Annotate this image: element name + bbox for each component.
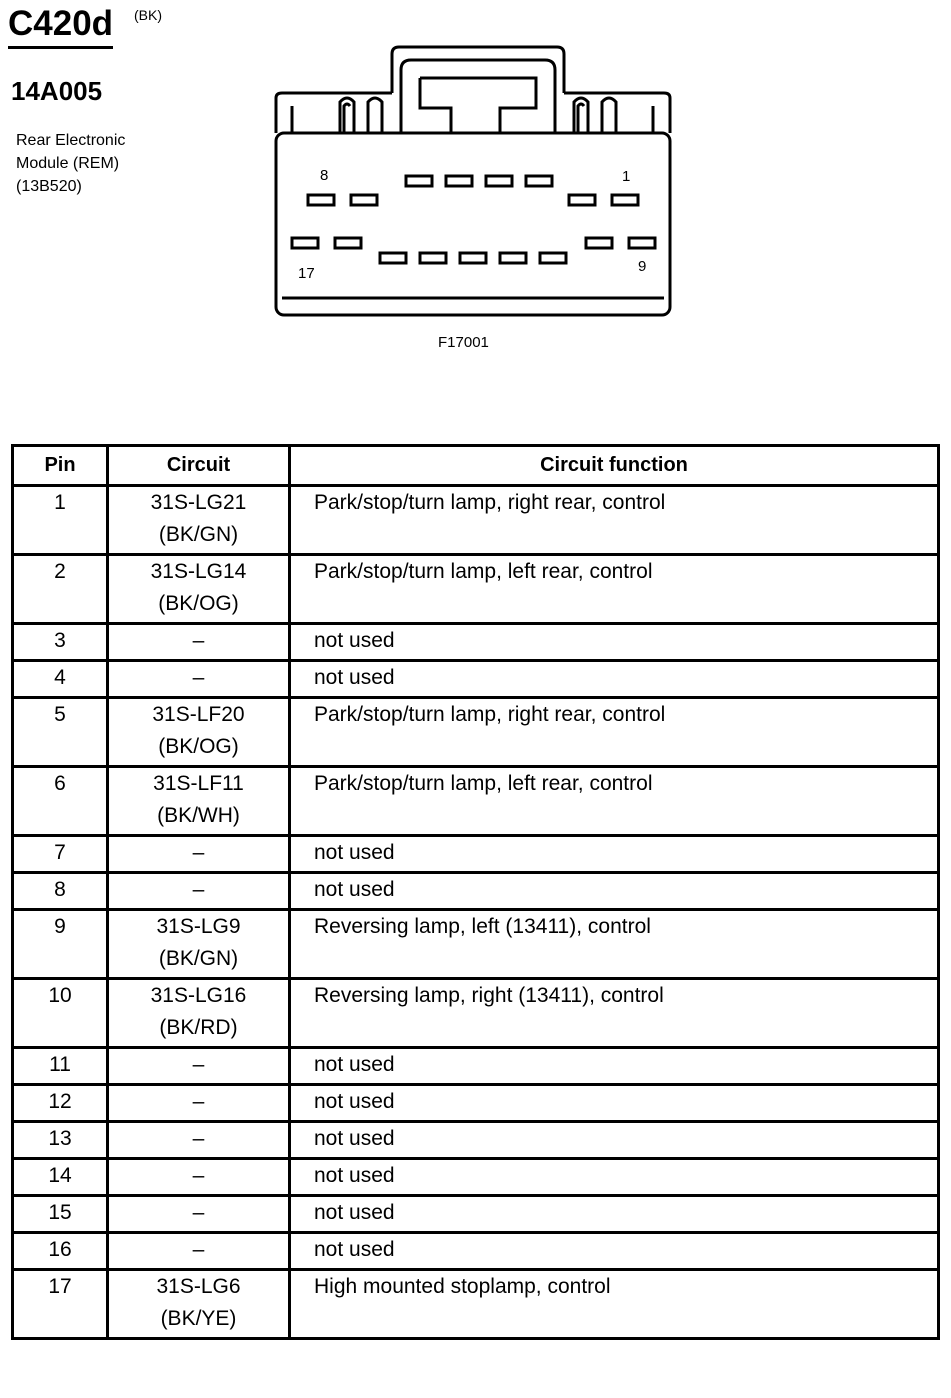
circuit-function: not used [290,836,939,873]
pin-number: 4 [13,661,108,698]
circuit-id: – [192,841,205,864]
circuit-function: Reversing lamp, right (13411), control [290,979,939,1048]
circuit-function: not used [290,1233,939,1270]
circuit-cell [108,1196,290,1233]
figure-reference: F17001 [438,334,489,351]
circuit-id: 31S-LF20 [152,703,245,726]
circuit-function: Park/stop/turn lamp, right rear, control [290,698,939,767]
header-circuit-function: Circuit function [290,446,939,486]
wire-color: (BK/GN) [158,523,239,546]
pin-number: 13 [13,1122,108,1159]
circuit-function: not used [290,624,939,661]
wire-color: (BK/WH) [157,804,240,827]
circuit-cell [108,661,290,698]
circuit-id: 31S-LG16 [150,984,247,1007]
wire-color: (BK/YE) [160,1307,237,1330]
header-pin: Pin [13,446,108,486]
circuit-cell [108,836,290,873]
pin-label-8: 8 [320,167,329,184]
table-row [13,1233,939,1270]
circuit-function: not used [290,873,939,910]
circuit-id: – [192,1164,205,1187]
circuit-cell [108,486,290,555]
pin-number: 6 [13,767,108,836]
pin-number: 3 [13,624,108,661]
pin-number: 10 [13,979,108,1048]
table-row [13,661,939,698]
pin-number: 16 [13,1233,108,1270]
module-desc-line: (13B520) [16,178,82,195]
circuit-function: not used [290,1122,939,1159]
pin-number: 8 [13,873,108,910]
circuit-function: not used [290,661,939,698]
circuit-function: High mounted stoplamp, control [290,1270,939,1339]
circuit-id: 31S-LF11 [153,772,244,795]
circuit-cell [108,1159,290,1196]
pin-label-9: 9 [638,258,647,275]
pin-number: 11 [13,1048,108,1085]
pin-number: 12 [13,1085,108,1122]
wire-color: (BK/GN) [158,947,239,970]
table-row [13,836,939,873]
header-circuit: Circuit [108,446,290,486]
circuit-function: not used [290,1085,939,1122]
circuit-cell [108,1122,290,1159]
table-row [13,555,939,624]
circuit-cell [108,1048,290,1085]
circuit-cell [108,1085,290,1122]
module-description [16,129,125,198]
circuit-id: – [192,878,205,901]
circuit-cell [108,1233,290,1270]
circuit-id: 31S-LG14 [150,560,247,583]
circuit-id: – [192,1090,205,1113]
table-row [13,1048,939,1085]
table-row [13,1196,939,1233]
module-desc-line: Module (REM) [16,155,120,172]
connector-face-diagram [268,40,678,322]
table-row [13,979,939,1048]
wire-color: (BK/OG) [158,735,239,758]
circuit-id: – [192,1201,205,1224]
circuit-cell [108,555,290,624]
pin-number: 5 [13,698,108,767]
table-row [13,1122,939,1159]
circuit-function: Park/stop/turn lamp, right rear, control [290,486,939,555]
part-number: 14A005 [11,76,103,106]
wire-color: (BK/OG) [158,592,239,615]
circuit-function: Park/stop/turn lamp, left rear, control [290,555,939,624]
circuit-function: not used [290,1048,939,1085]
module-desc-line: Rear Electronic [16,132,126,149]
pin-number: 17 [13,1270,108,1339]
circuit-id: – [192,666,205,689]
pin-number: 14 [13,1159,108,1196]
circuit-id: 31S-LG6 [156,1275,241,1298]
circuit-cell [108,698,290,767]
table-row [13,486,939,555]
table-row [13,1159,939,1196]
connector-id: C420d [8,4,113,49]
pin-label-17: 17 [298,265,315,282]
circuit-function: Reversing lamp, left (13411), control [290,910,939,979]
circuit-function: not used [290,1159,939,1196]
table-header-row [13,446,939,486]
wire-color: (BK/RD) [159,1016,238,1039]
pin-label-1: 1 [622,168,631,185]
circuit-id: – [192,1053,205,1076]
pin-number: 9 [13,910,108,979]
circuit-id: – [192,1238,205,1261]
pinout-table [11,444,940,1340]
table-row [13,910,939,979]
circuit-function: Park/stop/turn lamp, left rear, control [290,767,939,836]
circuit-id: – [192,629,205,652]
circuit-cell [108,979,290,1048]
table-body [13,486,939,1339]
circuit-function: not used [290,1196,939,1233]
circuit-id: 31S-LG21 [150,491,247,514]
circuit-cell [108,1270,290,1339]
pin-number: 15 [13,1196,108,1233]
circuit-id: 31S-LG9 [156,915,241,938]
pin-number: 7 [13,836,108,873]
circuit-cell [108,873,290,910]
pin-number: 1 [13,486,108,555]
table-row [13,767,939,836]
table-row [13,698,939,767]
circuit-cell [108,624,290,661]
table-row [13,1270,939,1339]
pin-number: 2 [13,555,108,624]
connector-color: (BK) [134,7,162,23]
table-row [13,1085,939,1122]
circuit-id: – [192,1127,205,1150]
circuit-cell [108,767,290,836]
circuit-cell [108,910,290,979]
table-row [13,624,939,661]
table-row [13,873,939,910]
